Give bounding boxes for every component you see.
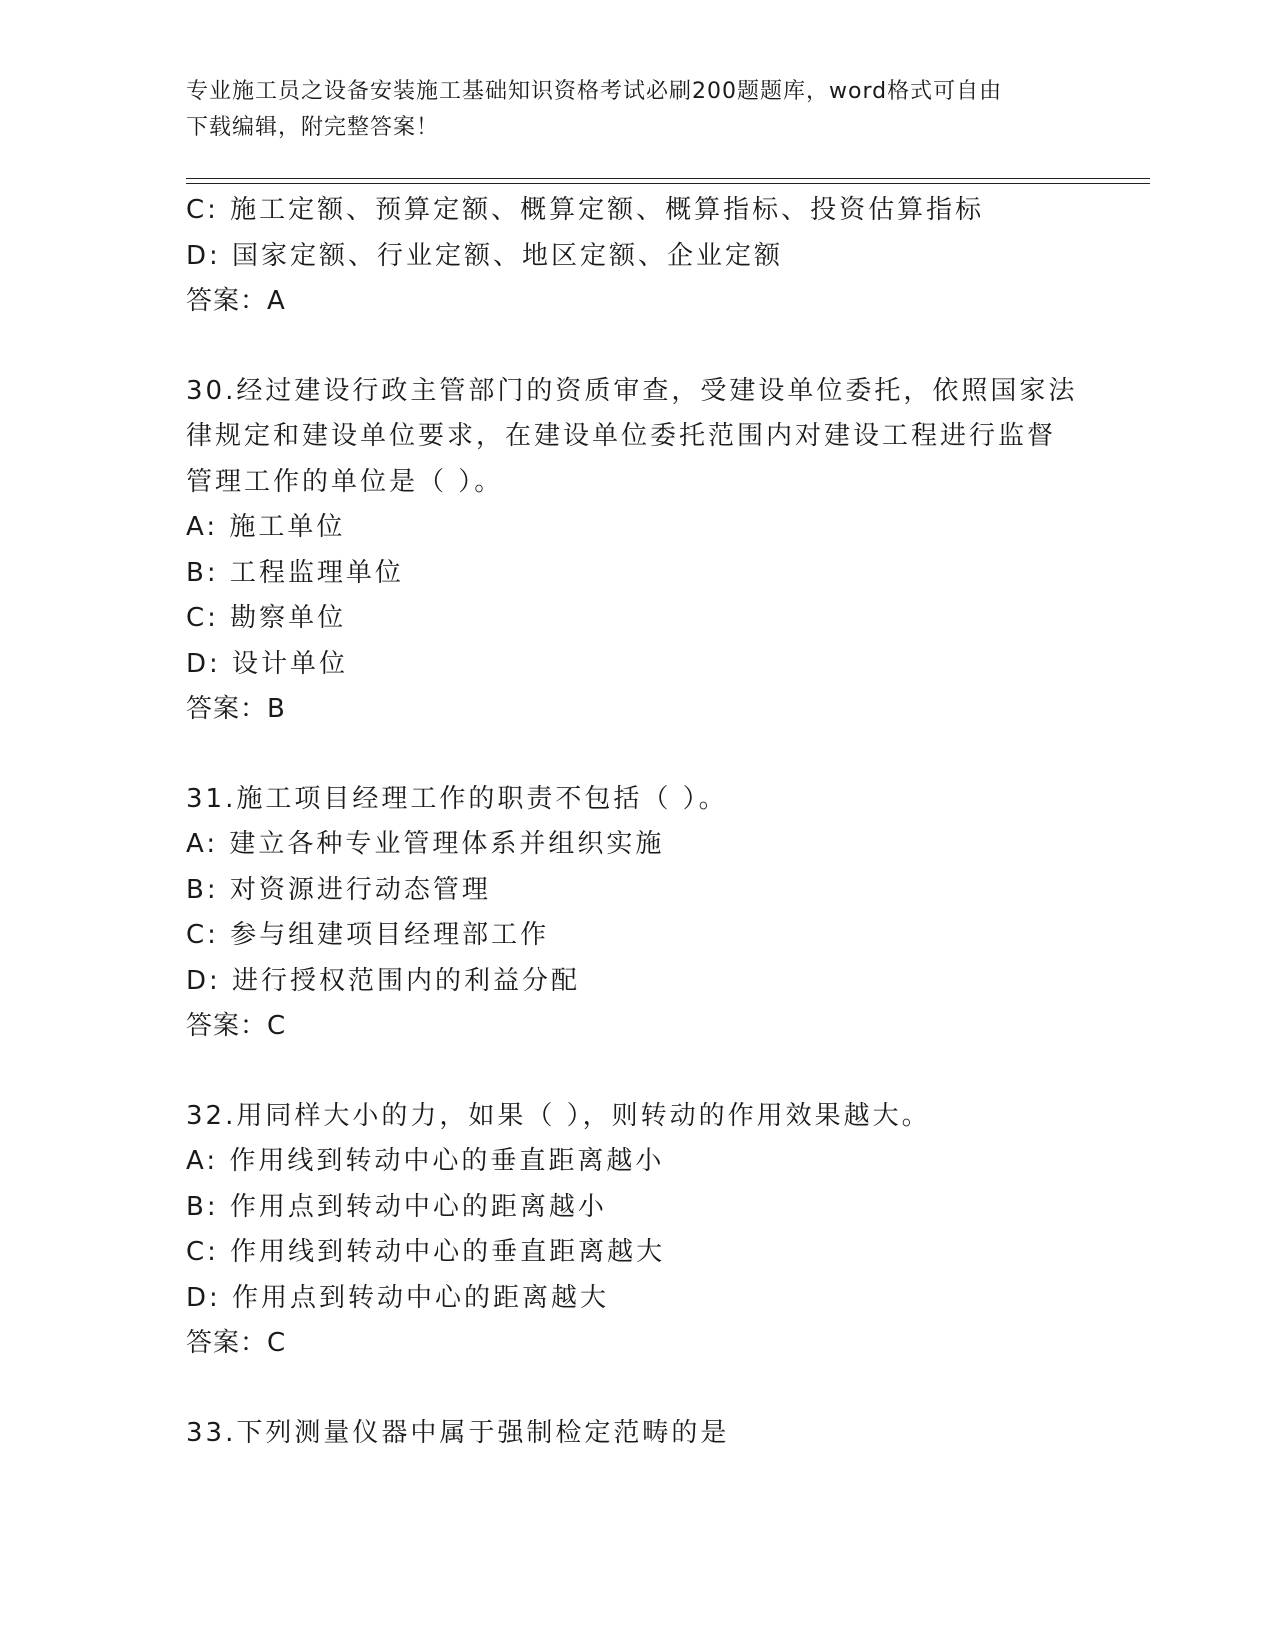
option-d: D: 设计单位 bbox=[186, 648, 349, 679]
option-a: A: 施工单位 bbox=[186, 512, 346, 542]
option-b: B: 工程监理单位 bbox=[186, 557, 404, 588]
answer: 答案：A bbox=[186, 286, 286, 316]
option-c: C: 施工定额、预算定额、概算定额、概算指标、投资估算指标 bbox=[186, 195, 985, 225]
option-d: D: 进行授权范围内的利益分配 bbox=[186, 965, 581, 996]
question-31 bbox=[186, 777, 1086, 1050]
option-c: C: 参与组建项目经理部工作 bbox=[186, 920, 550, 950]
answer: 答案：C bbox=[186, 1328, 287, 1358]
question-33 bbox=[186, 1411, 1086, 1457]
question-stem-line: 30.经过建设行政主管部门的资质审查，受建设单位委托，依照国家法 bbox=[186, 375, 1078, 406]
option-d: D: 国家定额、行业定额、地区定额、企业定额 bbox=[186, 240, 784, 271]
header-line-2: 下载编辑，附完整答案！ bbox=[186, 115, 440, 140]
question-stem: 33.下列测量仪器中属于强制检定范畴的是 bbox=[186, 1417, 730, 1448]
option-b: B: 作用点到转动中心的距离越小 bbox=[186, 1191, 607, 1222]
answer: 答案：C bbox=[186, 1011, 287, 1041]
question-list bbox=[186, 188, 1086, 1456]
answer: 答案：B bbox=[186, 694, 286, 724]
header-divider-top bbox=[186, 178, 1150, 179]
question-29-tail bbox=[186, 188, 1086, 325]
question-stem: 31.施工项目经理工作的职责不包括（ ）。 bbox=[186, 783, 728, 814]
document-header bbox=[186, 74, 1086, 146]
option-d: D: 作用点到转动中心的距离越大 bbox=[186, 1282, 610, 1313]
question-30 bbox=[186, 369, 1086, 733]
option-c: C: 勘察单位 bbox=[186, 603, 347, 633]
option-b: B: 对资源进行动态管理 bbox=[186, 874, 491, 905]
option-a: A: 作用线到转动中心的垂直距离越小 bbox=[186, 1146, 665, 1176]
header-divider-bottom bbox=[186, 183, 1150, 184]
option-a: A: 建立各种专业管理体系并组织实施 bbox=[186, 829, 665, 859]
header-line-1: 专业施工员之设备安装施工基础知识资格考试必刷200题题库，word格式可自由 bbox=[186, 79, 1003, 104]
question-32 bbox=[186, 1094, 1086, 1367]
question-stem-line: 管理工作的单位是（ ）。 bbox=[186, 466, 504, 497]
question-stem: 32.用同样大小的力，如果（ ），则转动的作用效果越大。 bbox=[186, 1100, 931, 1131]
option-c: C: 作用线到转动中心的垂直距离越大 bbox=[186, 1237, 666, 1267]
question-stem-line: 律规定和建设单位要求，在建设单位委托范围内对建设工程进行监督 bbox=[186, 421, 1057, 451]
